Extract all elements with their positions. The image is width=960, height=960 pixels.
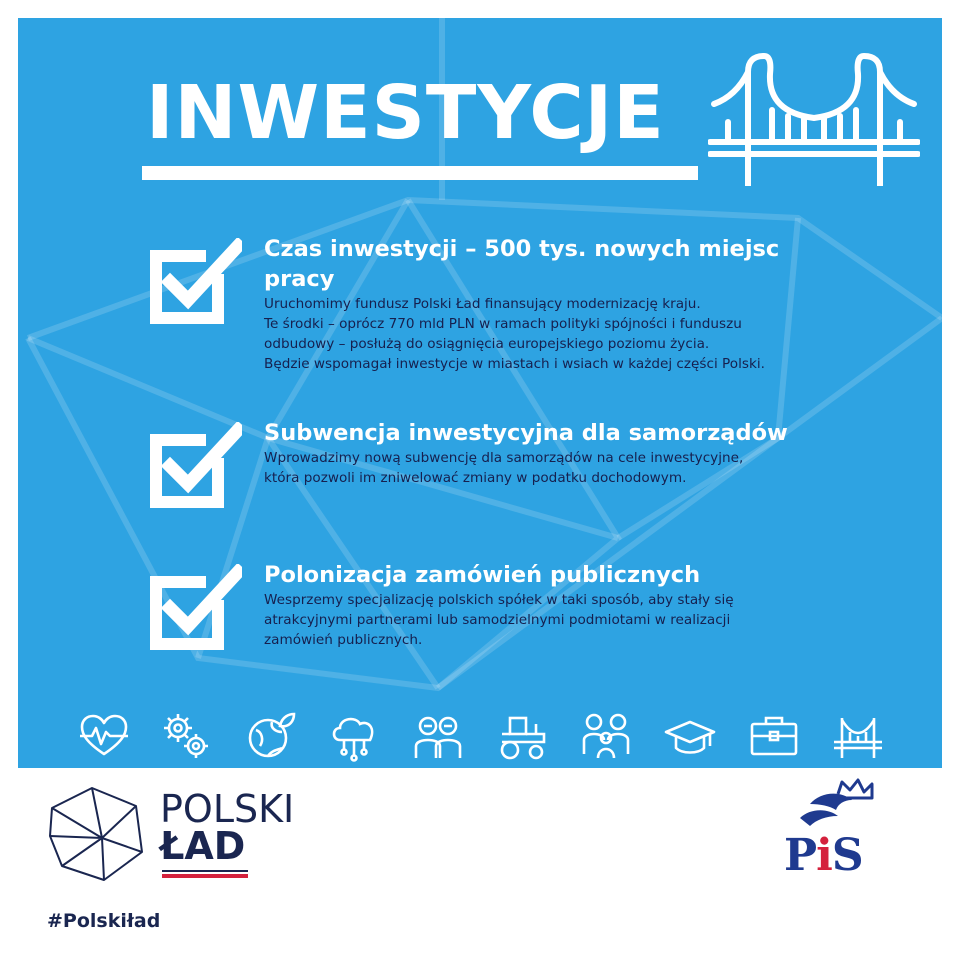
gears-icon — [160, 710, 212, 762]
item-description: Wesprzemy specjalizację polskich spółek w taki sposób, aby stały się atrakcyjnymi partnerami lub samodzielnymi podmiotami w realizacji zamówień publicznych. — [264, 592, 734, 648]
checkbox-check-icon — [144, 564, 242, 658]
icon-strip — [18, 710, 942, 766]
checkbox-check-icon — [144, 238, 242, 332]
item-description: Uruchomimy fundusz Polski Ład finansujący modernizację kraju. Te środki – oprócz 770 mld PLN w ramach polityki spójności i funduszu odbudowy – posłużą do osiągnięcia europejskiego poziomu życia. Będzie wspomagał inwestycje w miastach i wsiach w każdej części Polski. — [264, 296, 765, 372]
item-description: Wprowadzimy nową subwencję dla samorządów na cele inwestycyjne, która pozwoli im zniwelować zmiany w podatku dochodowym. — [264, 450, 744, 486]
item-heading: Czas inwestycji – 500 tys. nowych miejsc pracy — [264, 236, 780, 292]
pis-logo-text: PiS — [784, 830, 863, 881]
family-icon — [580, 710, 632, 762]
checkbox-check-icon — [144, 422, 242, 516]
item-heading: Polonizacja zamówień publicznych — [264, 562, 701, 588]
bridge-icon — [708, 52, 920, 186]
seniors-icon — [412, 710, 464, 762]
polski-lad-logo-emblem — [48, 786, 144, 882]
cloud-network-icon — [328, 710, 380, 762]
briefcase-icon — [748, 710, 800, 762]
title-underline — [142, 166, 698, 180]
item-heading: Subwencja inwestycyjna dla samorządów — [264, 420, 788, 446]
hashtag: #Polskiład — [47, 910, 161, 932]
heart-pulse-icon — [78, 710, 130, 762]
globe-leaf-icon — [244, 710, 296, 762]
bridge-icon — [832, 710, 884, 762]
brand-stripe-red — [162, 874, 248, 878]
brand-stripe — [162, 870, 248, 872]
tractor-icon — [496, 710, 548, 762]
page-title: INWESTYCJE — [146, 70, 665, 156]
brand-name-line1: POLSKI — [160, 787, 295, 831]
graduation-cap-icon — [664, 710, 716, 762]
brand-name-line2: ŁAD — [160, 824, 246, 868]
poster-panel — [18, 18, 942, 768]
